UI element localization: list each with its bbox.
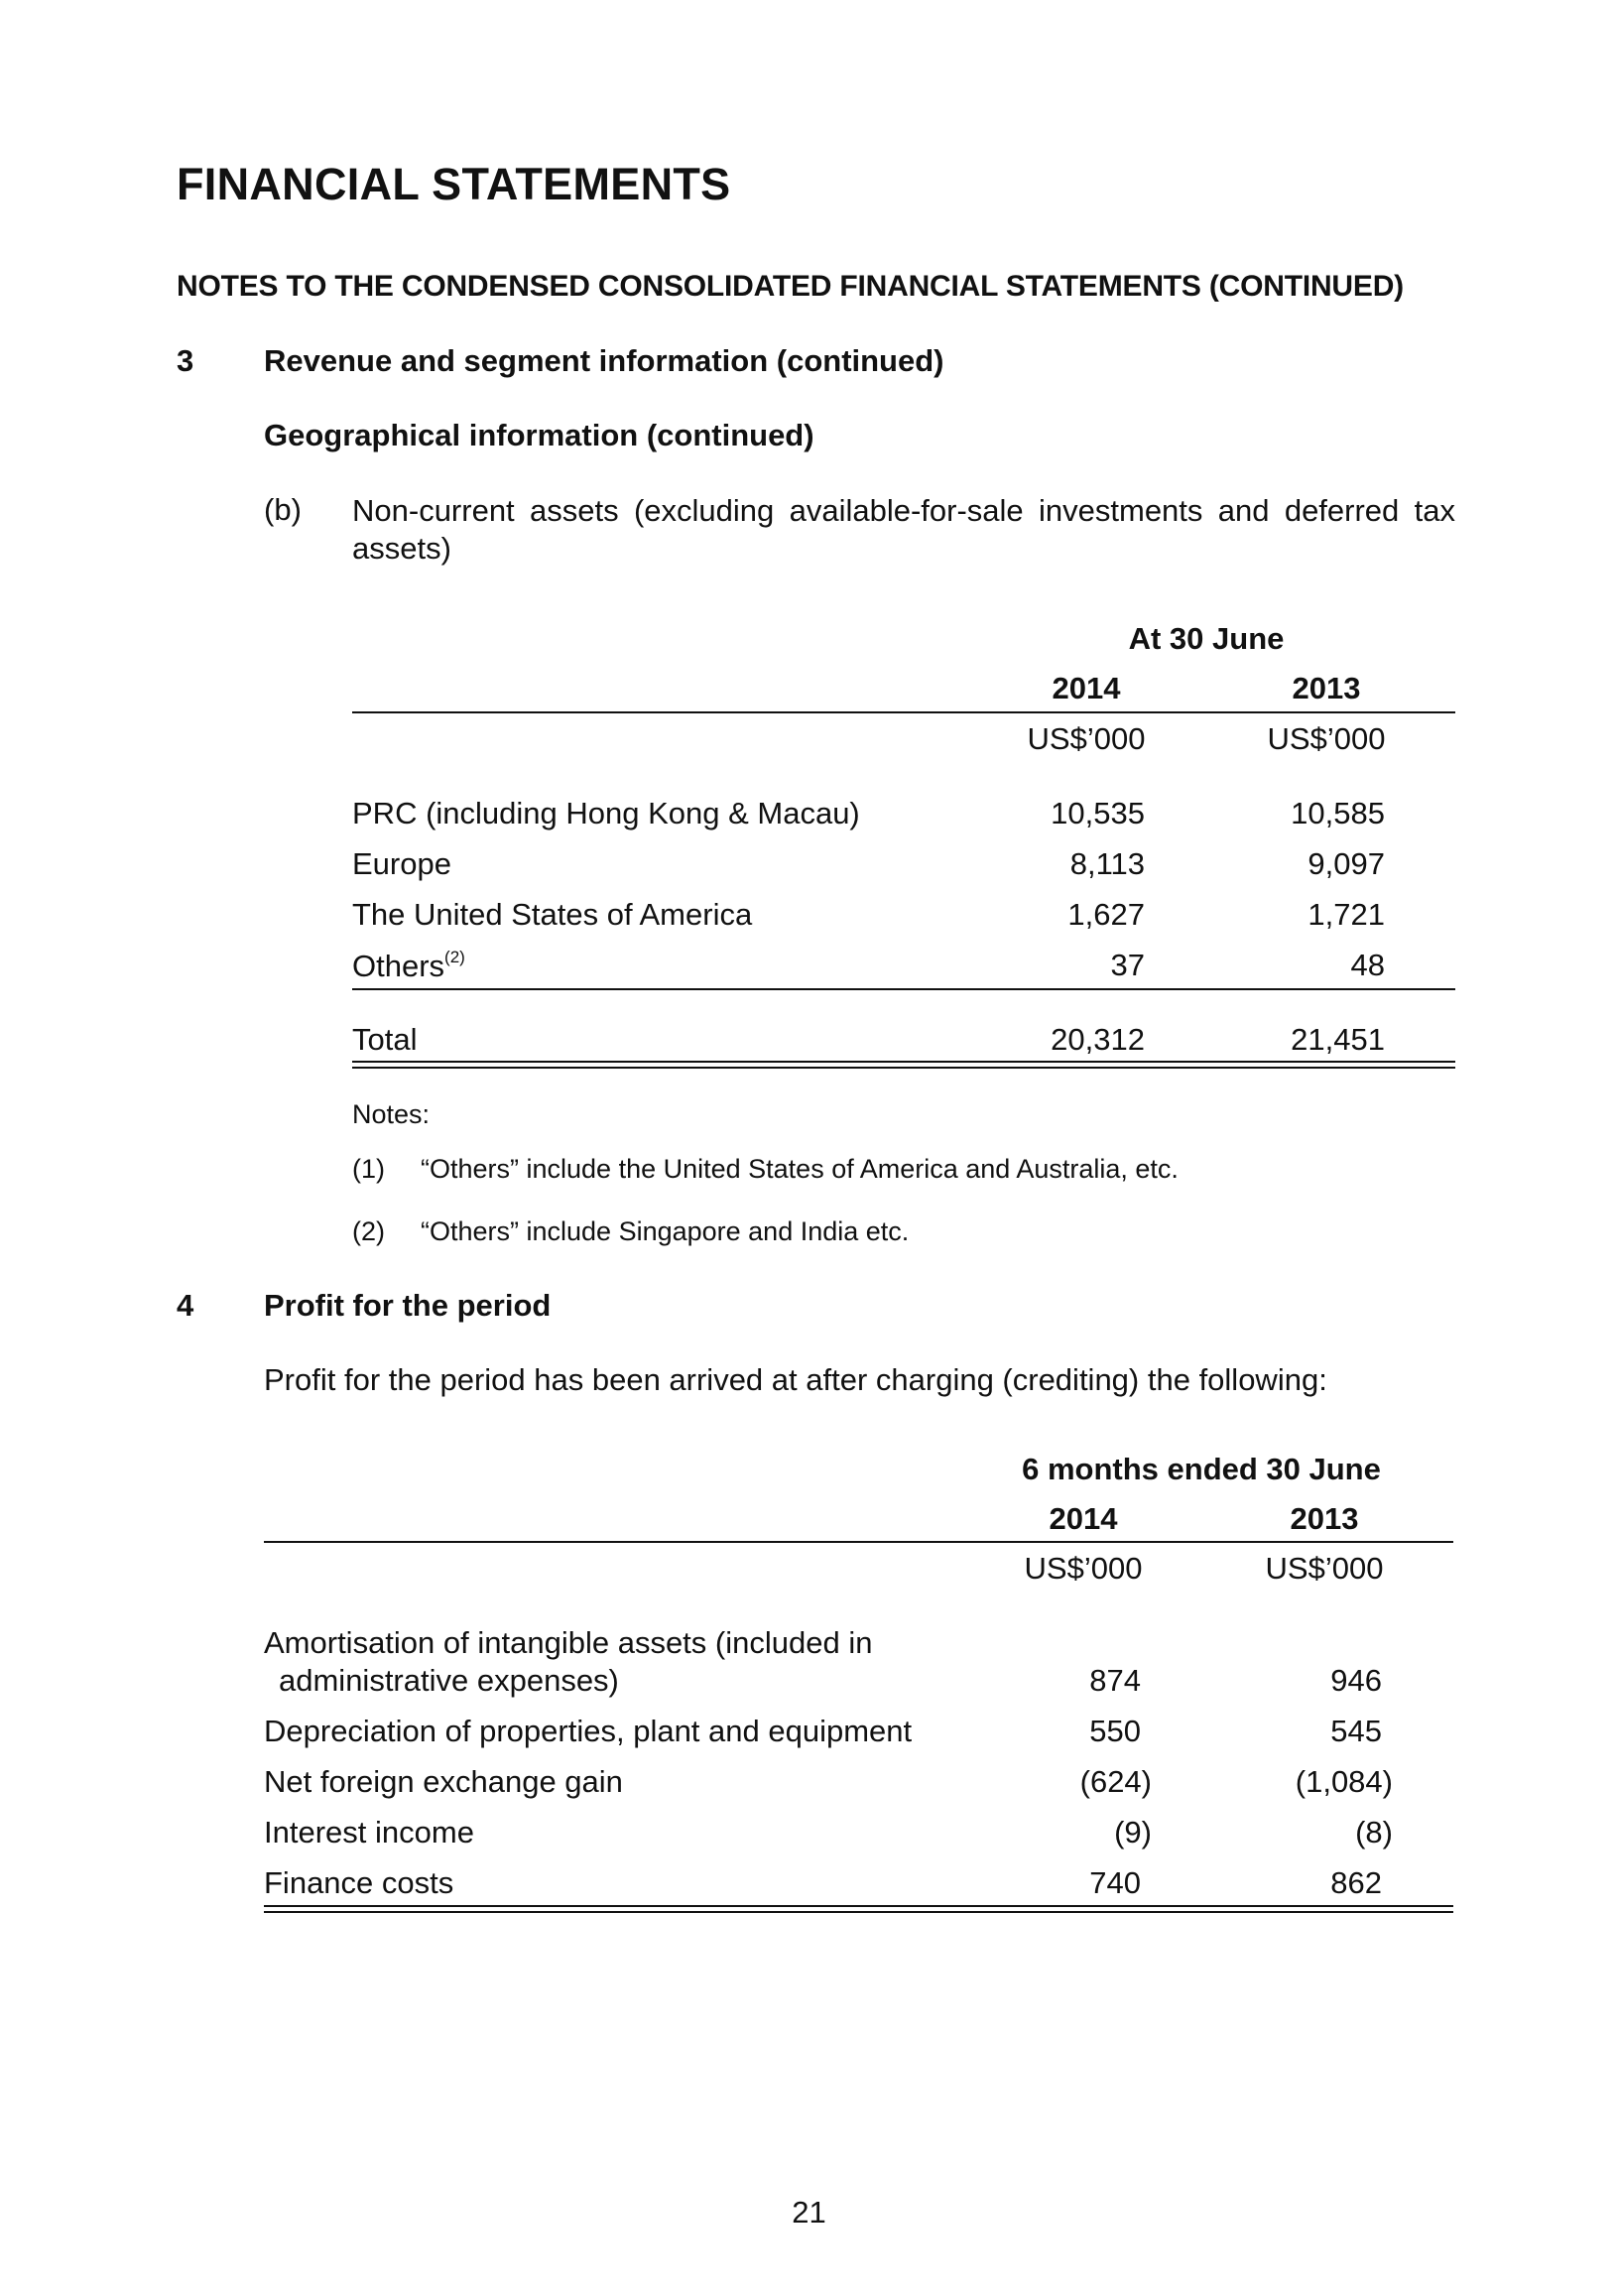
table1-col-2013: 2013 (1292, 671, 1361, 705)
table2-row-value: (8) (1355, 1815, 1393, 1850)
table2-row-value: 874 (1089, 1663, 1141, 1698)
table2-row-label: Net foreign exchange gain (264, 1764, 623, 1799)
table1-header-rule (352, 711, 1455, 713)
page-title: FINANCIAL STATEMENTS (177, 159, 731, 209)
note-marker: (1) (352, 1154, 385, 1184)
table2-row-value: 550 (1089, 1714, 1141, 1748)
others-label: Others (352, 949, 445, 983)
note-text: “Others” include Singapore and India etc. (421, 1216, 910, 1246)
note-marker: (2) (352, 1216, 385, 1246)
table2-row-label-cont: administrative expenses) (279, 1663, 619, 1698)
table1-row-value: 10,585 (1291, 796, 1385, 830)
section-4-number: 4 (177, 1288, 194, 1323)
table2-row-value: (624) (1079, 1764, 1152, 1799)
table2-total-double-rule (264, 1905, 1453, 1913)
table1-row-value: 9,097 (1307, 846, 1385, 881)
section-3-title: Revenue and segment information (continued) (264, 343, 944, 378)
table2-unit-2013: US$’000 (1265, 1551, 1384, 1586)
footnote-ref: (2) (444, 948, 465, 966)
table1-row-value: 1,721 (1307, 897, 1385, 932)
notes-heading: Notes: (352, 1099, 431, 1129)
table1-row-value: 48 (1350, 948, 1385, 982)
table1-total-double-rule (352, 1061, 1455, 1069)
table2-row-label: Finance costs (264, 1865, 454, 1900)
table2-col-2013: 2013 (1290, 1501, 1359, 1536)
table1-total-label: Total (352, 1022, 418, 1057)
table1-period-header: At 30 June (1128, 621, 1285, 656)
table1-col-2014: 2014 (1052, 671, 1121, 705)
table2-header-rule (264, 1541, 1453, 1543)
table2-row-value: 740 (1089, 1865, 1141, 1900)
table2-period-header: 6 months ended 30 June (1022, 1452, 1381, 1486)
table1-row-label (352, 948, 465, 984)
table2-col-2014: 2014 (1049, 1501, 1118, 1536)
table2-row-value: 946 (1330, 1663, 1382, 1698)
item-b-label: (b) (264, 492, 302, 527)
table1-row-value: 10,535 (1051, 796, 1145, 830)
table1-row-value: 8,113 (1069, 846, 1145, 881)
table2-row-value: (1,084) (1295, 1764, 1393, 1799)
table1-row-value: 1,627 (1067, 897, 1145, 932)
table2-unit-2014: US$’000 (1024, 1551, 1143, 1586)
section-3-number: 3 (177, 343, 194, 378)
section-4-intro: Profit for the period has been arrived at after charging (crediting) the following: (264, 1362, 1327, 1397)
page-number: 21 (792, 2195, 826, 2230)
table1-row-label: PRC (including Hong Kong & Macau) (352, 796, 860, 830)
table1-total-value: 21,451 (1291, 1022, 1385, 1057)
table1-unit-2014: US$’000 (1027, 721, 1146, 756)
table2-row-label: Depreciation of properties, plant and equipment (264, 1714, 913, 1748)
table1-subtotal-rule (352, 988, 1455, 990)
table1-row-label: The United States of America (352, 897, 753, 932)
section-4-title: Profit for the period (264, 1288, 552, 1323)
table2-row-label: Interest income (264, 1815, 474, 1850)
item-b-text: Non-current assets (excluding available-for-sale investments and deferred tax assets) (352, 493, 1455, 566)
table1-row-value: 37 (1110, 948, 1145, 982)
table1-unit-2013: US$’000 (1267, 721, 1386, 756)
note-text: “Others” include the United States of America and Australia, etc. (421, 1154, 1179, 1184)
table1-total-value: 20,312 (1051, 1022, 1145, 1057)
notes-subheading: NOTES TO THE CONDENSED CONSOLIDATED FINANCIAL STATEMENTS (CONTINUED) (177, 270, 1404, 303)
table1-row-label: Europe (352, 846, 451, 881)
table2-row-value: (9) (1114, 1815, 1152, 1850)
table2-row-value: 862 (1330, 1865, 1382, 1900)
table2-row-value: 545 (1330, 1714, 1382, 1748)
table2-row-label: Amortisation of intangible assets (included in (264, 1625, 873, 1660)
section-3-subtitle: Geographical information (continued) (264, 418, 814, 452)
